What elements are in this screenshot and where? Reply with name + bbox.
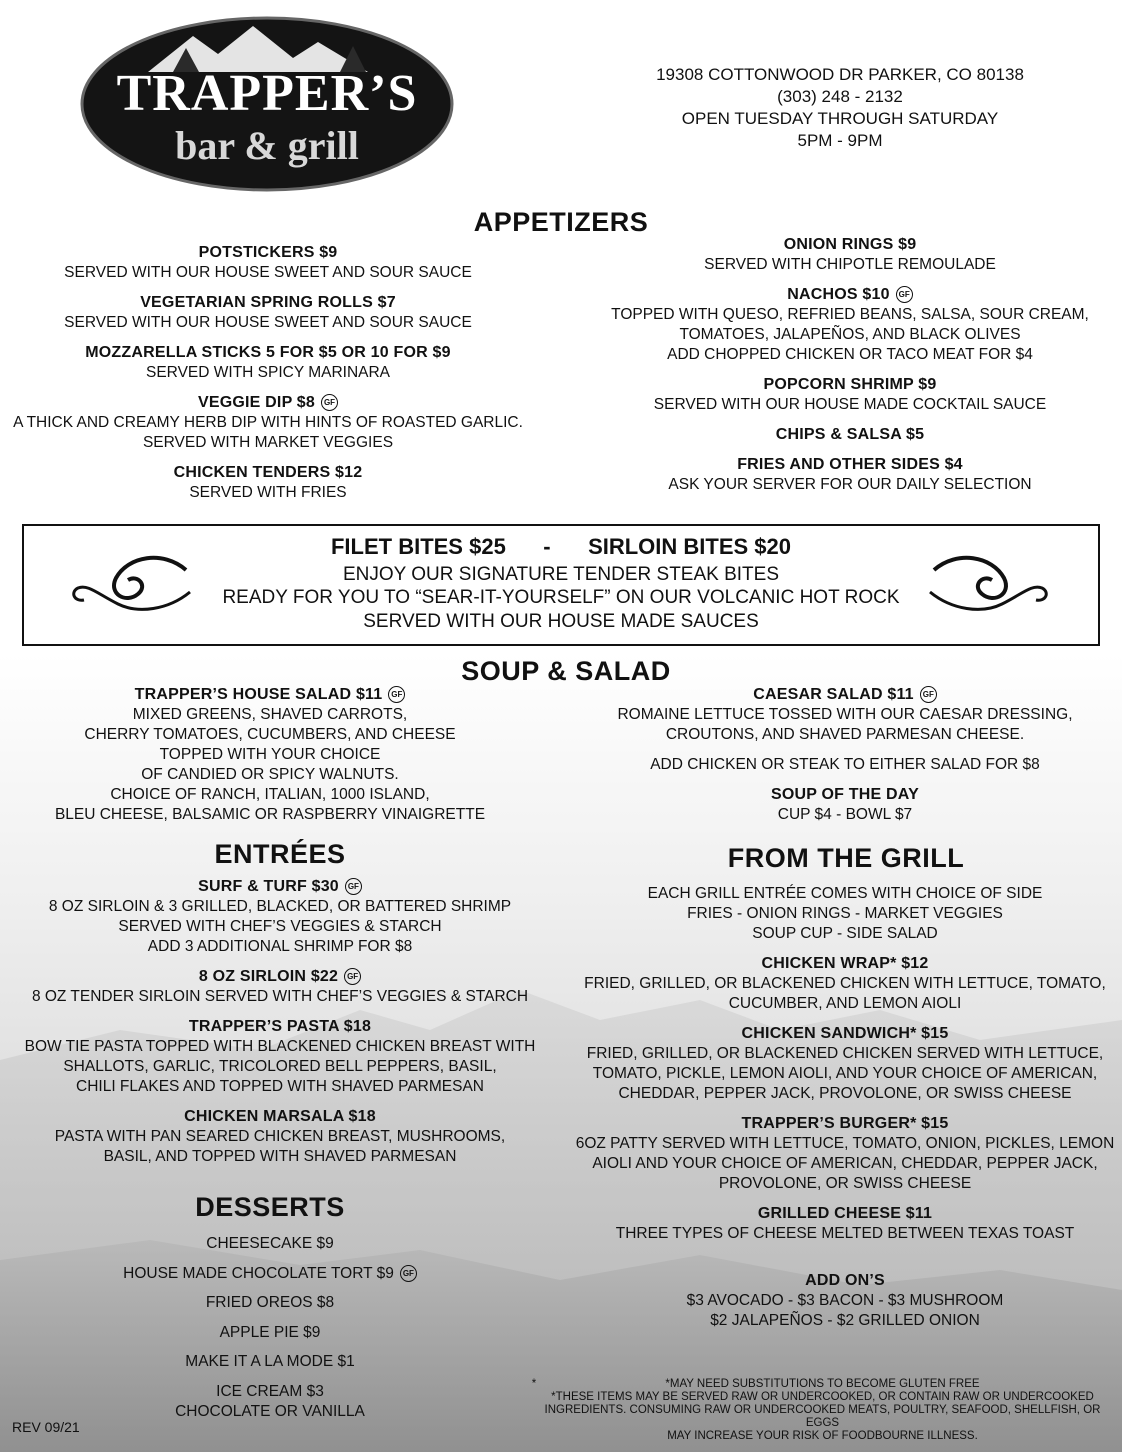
dessert-item: MAKE IT A LA MODE $1 — [185, 1353, 355, 1370]
item-desc: OF CANDIED OR SPICY WALNUTS. — [141, 766, 399, 783]
item-desc: TOMATO, PICKLE, LEMON AIOLI, AND YOUR CHOICE OF AMERICAN, — [592, 1065, 1098, 1082]
menu-item — [0, 393, 536, 453]
add-ons-line: $2 JALAPEÑOS - $2 GRILLED ONION — [710, 1312, 980, 1329]
footnotes — [530, 1378, 1115, 1443]
item-desc: SERVED WITH FRIES — [189, 484, 347, 501]
item-desc: TOPPED WITH QUESO, REFRIED BEANS, SALSA, SOUR CREAM, — [611, 306, 1089, 323]
menu-item — [0, 463, 536, 503]
item-desc: BASIL, AND TOPPED WITH SHAVED PARMESAN — [103, 1148, 457, 1165]
item-desc: A THICK AND CREAMY HERB DIP WITH HINTS OF ROASTED GARLIC. — [13, 414, 523, 431]
item-name: CHICKEN MARSALA $18 — [184, 1108, 376, 1125]
appetizers-left-column — [0, 243, 536, 513]
item-desc: SHALLOTS, GARLIC, TRICOLORED BELL PEPPERS, BASIL, — [63, 1058, 497, 1075]
gluten-free-icon: GF — [896, 286, 913, 303]
item-desc: TOMATOES, JALAPEÑOS, AND BLACK OLIVES — [679, 326, 1021, 343]
sirloin-bites: SIRLOIN BITES $20 — [588, 534, 792, 559]
soup-of-the-day — [580, 785, 1110, 825]
open-days: OPEN TUESDAY THROUGH SATURDAY — [681, 109, 999, 128]
menu-item — [20, 1107, 540, 1167]
item-desc: 8 OZ SIRLOIN & 3 GRILLED, BLACKED, OR BATTERED SHRIMP — [48, 898, 512, 915]
filet-bites: FILET BITES $25 — [330, 534, 506, 559]
item-name: POTSTICKERS $9 — [198, 244, 338, 261]
open-hours: 5PM - 9PM — [797, 131, 883, 150]
item-name: SOUP OF THE DAY — [771, 786, 919, 803]
entrees-title: ENTRÉES — [214, 839, 346, 869]
restaurant-info — [610, 64, 1070, 152]
appetizers-title: APPETIZERS — [473, 207, 649, 237]
grill-list — [575, 884, 1115, 1254]
item-desc: ASK YOUR SERVER FOR OUR DAILY SELECTION — [668, 476, 1032, 493]
gluten-free-icon: GF — [920, 686, 937, 703]
item-desc: 6OZ PATTY SERVED WITH LETTUCE, TOMATO, ONION, PICKLES, LEMON — [575, 1135, 1115, 1152]
grill-intro-line: EACH GRILL ENTRÉE COMES WITH CHOICE OF SIDE — [647, 885, 1043, 902]
steak-line-3: SERVED WITH OUR HOUSE MADE SAUCES — [363, 611, 759, 632]
item-name: SURF & TURF $30 — [198, 878, 339, 895]
menu-item — [0, 243, 536, 283]
grill-intro — [575, 884, 1115, 944]
menu-item — [570, 235, 1122, 275]
item-desc: FRIED, GRILLED, OR BLACKENED CHICKEN SERVED WITH LETTUCE, — [586, 1045, 1104, 1062]
item-desc: ADD 3 ADDITIONAL SHRIMP FOR $8 — [147, 938, 413, 955]
gluten-free-icon: GF — [321, 394, 338, 411]
dessert-item: FRIED OREOS $8 — [205, 1294, 335, 1311]
grill-title: FROM THE GRILL — [727, 843, 965, 873]
grill-intro-line: FRIES - ONION RINGS - MARKET VEGGIES — [687, 905, 1003, 922]
title-separator: - — [543, 534, 551, 559]
menu-item — [570, 455, 1122, 495]
item-name: CHICKEN TENDERS $12 — [173, 464, 363, 481]
item-name: GRILLED CHEESE $11 — [757, 1205, 933, 1222]
dessert-item: HOUSE MADE CHOCOLATE TORT $9 — [123, 1264, 394, 1282]
caesar-salad — [580, 685, 1110, 745]
item-desc: CUP $4 - BOWL $7 — [777, 806, 913, 823]
dessert-item: CHEESECAKE $9 — [206, 1235, 334, 1252]
item-desc: CHEDDAR, PEPPER JACK, PROVOLONE, OR SWISS CHEESE — [618, 1085, 1072, 1102]
menu-item — [575, 1024, 1115, 1104]
item-desc: FRIED, GRILLED, OR BLACKENED CHICKEN WITH LETTUCE, TOMATO, — [584, 975, 1106, 992]
menu-item — [0, 293, 536, 333]
footnote-line: INGREDIENTS. CONSUMING RAW OR UNDERCOOKED MEATS, POULTRY, SEAFOOD, SHELLFISH, OR EGGS — [544, 1404, 1101, 1429]
item-name: 8 OZ SIRLOIN $22 — [198, 968, 339, 985]
menu-item — [570, 375, 1122, 415]
entrees-list — [20, 877, 540, 1177]
item-desc: SERVED WITH OUR HOUSE MADE COCKTAIL SAUCE — [653, 396, 1047, 413]
gluten-free-icon: GF — [400, 1265, 417, 1282]
desserts-list — [70, 1229, 470, 1422]
item-desc: SERVED WITH SPICY MARINARA — [145, 364, 391, 381]
item-name: CHICKEN WRAP* $12 — [761, 955, 929, 972]
item-desc: CHERRY TOMATOES, CUCUMBERS, AND CHEESE — [84, 726, 456, 743]
right-swirl-icon — [922, 548, 1052, 618]
item-desc: AIOLI AND YOUR CHOICE OF AMERICAN, CHEDDAR, PEPPER JACK, — [592, 1155, 1098, 1172]
steak-line-2: READY FOR YOU TO “SEAR-IT-YOURSELF” ON OUR VOLCANIC HOT ROCK — [222, 587, 900, 608]
item-desc: PASTA WITH PAN SEARED CHICKEN BREAST, MUSHROOMS, — [54, 1128, 506, 1145]
item-desc: ADD CHOPPED CHICKEN OR TACO MEAT FOR $4 — [667, 346, 1033, 363]
item-desc: THREE TYPES OF CHEESE MELTED BETWEEN TEXAS TOAST — [615, 1225, 1075, 1242]
item-name: VEGETARIAN SPRING ROLLS $7 — [140, 294, 396, 311]
address: 19308 COTTONWOOD DR PARKER, CO 80138 — [656, 65, 1024, 84]
item-desc: SERVED WITH OUR HOUSE SWEET AND SOUR SAUCE — [64, 314, 472, 331]
item-desc: CROUTONS, AND SHAVED PARMESAN CHEESE. — [665, 726, 1025, 743]
item-name: POPCORN SHRIMP $9 — [763, 376, 937, 393]
logo — [78, 14, 456, 194]
item-name: TRAPPER’S BURGER* $15 — [741, 1115, 949, 1132]
gluten-free-icon: GF — [344, 968, 361, 985]
menu-item — [570, 285, 1122, 365]
item-desc: BOW TIE PASTA TOPPED WITH BLACKENED CHICKEN BREAST WITH — [24, 1038, 536, 1055]
menu-item — [570, 425, 1122, 445]
add-ons-line: $3 AVOCADO - $3 BACON - $3 MUSHROOM — [686, 1292, 1004, 1309]
item-desc: PROVOLONE, OR SWISS CHEESE — [718, 1175, 972, 1192]
item-name: CHIPS & SALSA $5 — [775, 426, 925, 443]
add-ons — [595, 1271, 1095, 1331]
item-name: NACHOS $10 — [787, 286, 890, 303]
footnote-line: MAY INCREASE YOUR RISK OF FOODBOURNE ILLNESS. — [667, 1430, 978, 1442]
logo-name: TRAPPER’S — [116, 65, 418, 122]
item-desc: SERVED WITH OUR HOUSE SWEET AND SOUR SAUCE — [64, 264, 472, 281]
dessert-item: APPLE PIE $9 — [219, 1323, 321, 1341]
menu-item — [575, 1204, 1115, 1244]
add-protein-note: ADD CHICKEN OR STEAK TO EITHER SALAD FOR $8 — [650, 756, 1040, 773]
steak-bites-box — [22, 524, 1100, 646]
menu-item — [575, 1114, 1115, 1194]
add-ons-title: ADD ON’S — [805, 1272, 885, 1289]
item-desc: CUCUMBER, AND LEMON AIOLI — [728, 995, 962, 1012]
salad-right-column — [580, 685, 1110, 835]
logo-subtitle: bar & grill — [175, 123, 359, 168]
footnote-line: *MAY NEED SUBSTITUTIONS TO BECOME GLUTEN FREE — [665, 1378, 980, 1390]
item-name: TRAPPER’S HOUSE SALAD $11 — [134, 686, 383, 703]
revision-label: REV 09/21 — [12, 1419, 80, 1435]
item-desc: MIXED GREENS, SHAVED CARROTS, — [132, 706, 408, 723]
menu-item — [575, 954, 1115, 1014]
menu-item — [20, 877, 540, 957]
item-name: MOZZARELLA STICKS 5 FOR $5 OR 10 FOR $9 — [85, 344, 451, 361]
item-desc: SERVED WITH MARKET VEGGIES — [142, 434, 394, 451]
appetizers-right-column — [570, 235, 1122, 505]
item-desc: SERVED WITH CHEF’S VEGGIES & STARCH — [118, 918, 442, 935]
soup-salad-title: SOUP & SALAD — [461, 656, 671, 686]
gluten-free-icon: GF — [388, 686, 405, 703]
item-name: CAESAR SALAD $11 — [753, 686, 914, 703]
footnote-line: *THESE ITEMS MAY BE SERVED RAW OR UNDERCOOKED, OR CONTAIN RAW OR UNDERCOOKED — [551, 1391, 1094, 1403]
menu-item — [20, 1017, 540, 1097]
item-desc: CHOICE OF RANCH, ITALIAN, 1000 ISLAND, — [110, 786, 430, 803]
item-name: ONION RINGS $9 — [783, 236, 917, 253]
item-desc: TOPPED WITH YOUR CHOICE — [159, 746, 381, 763]
item-desc: BLEU CHEESE, BALSAMIC OR RASPBERRY VINAIGRETTE — [54, 806, 486, 823]
house-salad — [20, 685, 520, 825]
dessert-item: CHOCOLATE OR VANILLA — [175, 1402, 365, 1420]
item-desc: ROMAINE LETTUCE TOSSED WITH OUR CAESAR DRESSING, — [617, 706, 1073, 723]
item-name: TRAPPER’S PASTA $18 — [188, 1018, 372, 1035]
grill-intro-line: SOUP CUP - SIDE SALAD — [752, 925, 938, 942]
steak-line-1: ENJOY OUR SIGNATURE TENDER STEAK BITES — [342, 564, 780, 585]
item-desc: CHILI FLAKES AND TOPPED WITH SHAVED PARMESAN — [76, 1078, 484, 1095]
item-name: FRIES AND OTHER SIDES $4 — [737, 456, 963, 473]
gluten-free-icon: GF — [345, 878, 362, 895]
menu-item — [0, 343, 536, 383]
dessert-item: ICE CREAM $3 — [216, 1382, 324, 1400]
desserts-title: DESSERTS — [195, 1192, 345, 1222]
item-name: VEGGIE DIP $8 — [197, 394, 316, 411]
item-desc: 8 OZ TENDER SIRLOIN SERVED WITH CHEF’S VEGGIES & STARCH — [31, 988, 529, 1005]
phone: (303) 248 - 2132 — [777, 87, 903, 106]
item-desc: SERVED WITH CHIPOTLE REMOULADE — [704, 256, 996, 273]
item-name: CHICKEN SANDWICH* $15 — [741, 1025, 949, 1042]
menu-item — [20, 967, 540, 1007]
footnote-star: * — [531, 1378, 537, 1390]
